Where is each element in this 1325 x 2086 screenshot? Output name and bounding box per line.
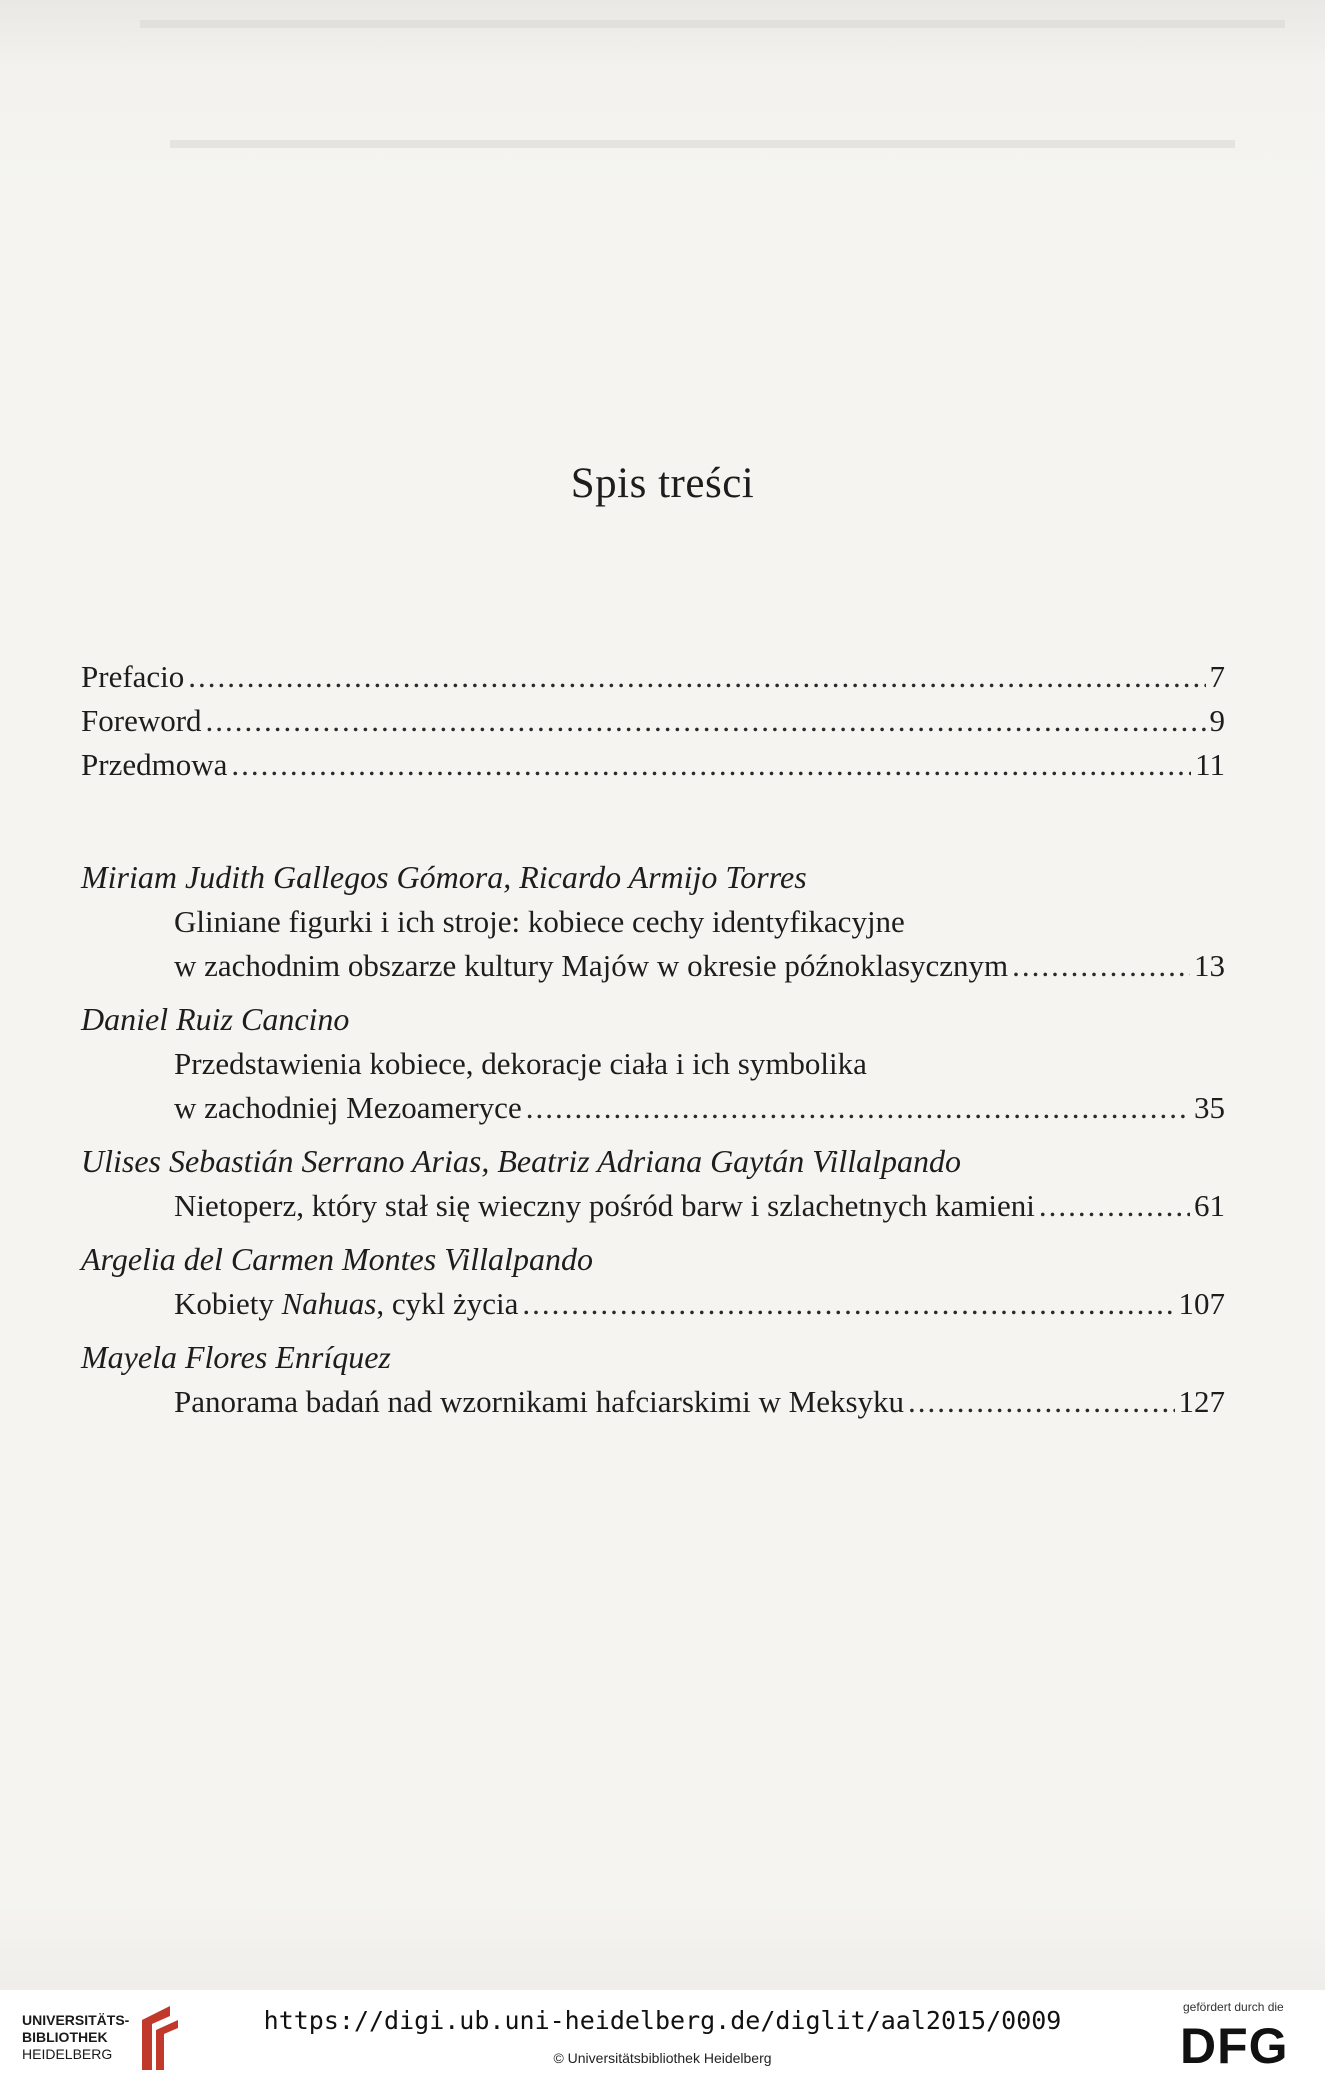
toc-entry[interactable] bbox=[81, 1138, 1225, 1228]
toc-entry[interactable] bbox=[81, 996, 1225, 1130]
entry-author: Mayela Flores Enríquez bbox=[81, 1339, 391, 1375]
front-matter-list bbox=[81, 655, 1225, 787]
dot-leader bbox=[1012, 944, 1190, 988]
library-name-line: BIBLIOTHEK bbox=[22, 2029, 108, 2045]
entry-title-line: Gliniane figurki i ich stroje: kobiece cechy identyfikacyjne bbox=[174, 904, 905, 939]
toc-row-przedmowa[interactable] bbox=[81, 743, 1225, 787]
viewer-footer bbox=[0, 1990, 1325, 2086]
page-number: 61 bbox=[1194, 1188, 1225, 1223]
entry-author: Daniel Ruiz Cancino bbox=[81, 1001, 350, 1037]
entry-title-line: Przedstawienia kobiece, dekoracje ciała i ich symbolika bbox=[174, 1046, 867, 1081]
library-name-line: UNIVERSITÄTS- bbox=[22, 2012, 130, 2028]
dot-leader bbox=[188, 655, 1205, 699]
page-number: 127 bbox=[1178, 1384, 1225, 1419]
entry-title-italic: Nahuas bbox=[281, 1286, 377, 1321]
page-title: Spis treści bbox=[570, 459, 755, 507]
copyright-notice: © Universitätsbibliothek Heidelberg bbox=[553, 2050, 772, 2066]
toc-label: Foreword bbox=[81, 703, 202, 738]
entry-title-part: Kobiety bbox=[174, 1286, 282, 1321]
entry-author: Ulises Sebastián Serrano Arias, Beatriz Adriana Gaytán Villalpando bbox=[81, 1143, 961, 1179]
dot-leader bbox=[206, 699, 1206, 743]
page-number: 107 bbox=[1178, 1286, 1225, 1321]
toc-label: Przedmowa bbox=[81, 747, 228, 782]
toc-entry[interactable] bbox=[81, 1334, 1225, 1424]
entry-title-line: Nietoperz, który stał się wieczny pośród barw i szlachetnych kamieni bbox=[174, 1188, 1035, 1223]
permalink-url[interactable]: https://digi.ub.uni-heidelberg.de/diglit/aal2015/0009 bbox=[263, 2006, 1062, 2035]
dot-leader bbox=[522, 1282, 1174, 1326]
entry-title-part: , cykl życia bbox=[376, 1286, 519, 1321]
dot-leader bbox=[231, 743, 1191, 787]
funding-note: gefördert durch die bbox=[1183, 2000, 1284, 2014]
toc-row-prefacio[interactable] bbox=[81, 655, 1225, 699]
entry-author: Argelia del Carmen Montes Villalpando bbox=[81, 1241, 593, 1277]
chapter-list bbox=[81, 854, 1225, 1424]
page-number: 7 bbox=[1209, 659, 1225, 694]
page-number: 13 bbox=[1194, 948, 1225, 983]
toc-label: Prefacio bbox=[81, 659, 185, 694]
toc-entry[interactable] bbox=[81, 854, 1225, 988]
page-number: 9 bbox=[1209, 703, 1225, 738]
table-of-contents bbox=[81, 655, 1225, 1432]
entry-title-line: w zachodniej Mezoameryce bbox=[174, 1090, 522, 1125]
bleed-through-line bbox=[140, 20, 1285, 28]
bleed-through-line bbox=[170, 140, 1235, 148]
dot-leader bbox=[1039, 1184, 1190, 1228]
dot-leader bbox=[526, 1086, 1190, 1130]
page-number: 35 bbox=[1194, 1090, 1225, 1125]
library-name-line: HEIDELBERG bbox=[22, 2046, 113, 2062]
page-number: 11 bbox=[1195, 747, 1225, 782]
toc-row-foreword[interactable] bbox=[81, 699, 1225, 743]
entry-author: Miriam Judith Gallegos Gómora, Ricardo Armijo Torres bbox=[81, 859, 807, 895]
entry-title-line bbox=[174, 1282, 518, 1326]
toc-entry[interactable] bbox=[81, 1236, 1225, 1326]
dfg-logo: DFG bbox=[1180, 2018, 1289, 2074]
dot-leader bbox=[908, 1380, 1174, 1424]
entry-title-line: w zachodnim obszarze kultury Majów w okresie późnoklasycznym bbox=[174, 948, 1009, 983]
entry-title-line: Panorama badań nad wzornikami hafciarskimi w Meksyku bbox=[174, 1384, 905, 1419]
